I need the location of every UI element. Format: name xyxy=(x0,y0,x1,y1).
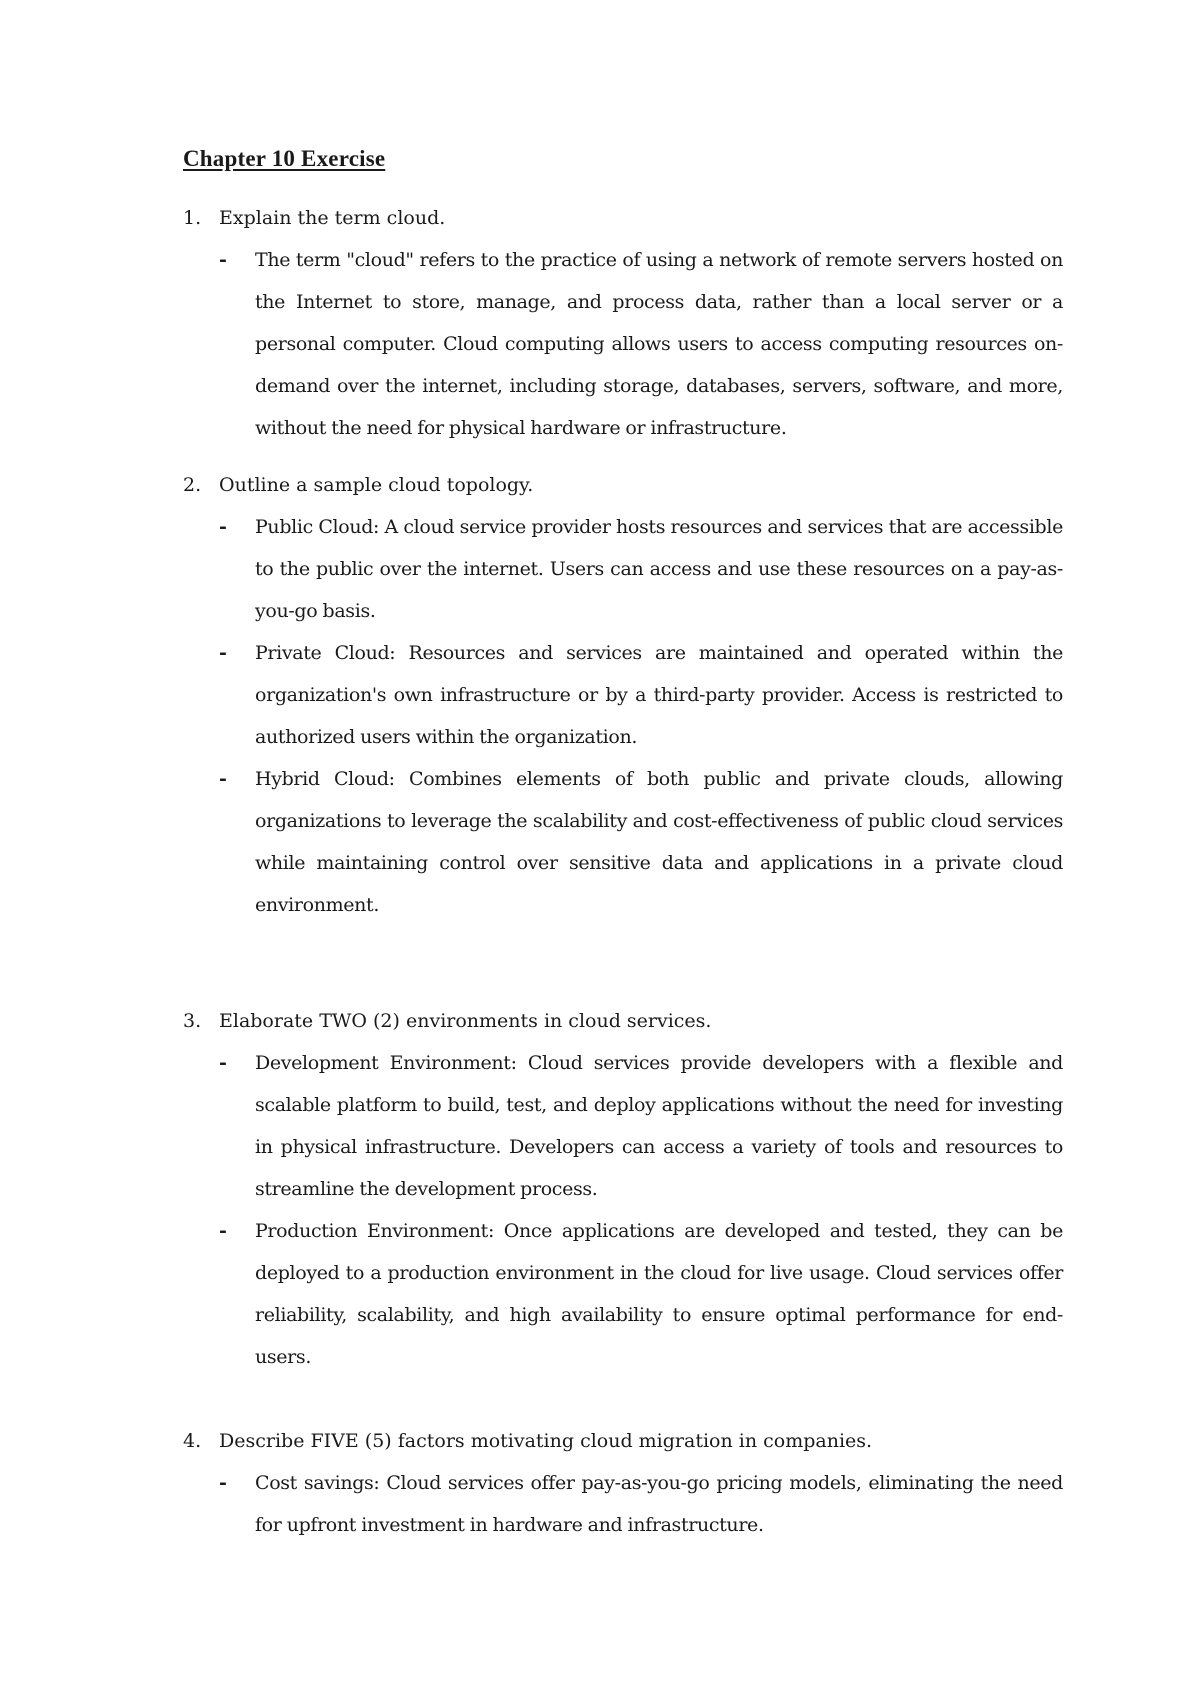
answer-text: Hybrid Cloud: Combines elements of both public and private clouds, allowing organizations to leverage the scalability and cost-effectiveness of public cloud services while maintaining control over sensitive data and applications in a private cloud environment. xyxy=(255,768,1063,916)
answer-text: Production Environment: Once applications are developed and tested, they can be deployed to a production environment in the cloud for live usage. Cloud services offer reliability, scalability, and high availability to ensure optimal performance for end-users. xyxy=(255,1220,1063,1368)
document-title: Chapter 10 Exercise xyxy=(183,146,386,171)
question-text: Elaborate TWO (2) environments in cloud services. xyxy=(219,1010,712,1032)
dash-bullet-icon: - xyxy=(219,768,227,790)
question-4 xyxy=(183,1420,1063,1546)
answer-text: The term "cloud" refers to the practice of using a network of remote servers hosted on the Internet to store, manage, and process data, rather than a local server or a personal computer. Cloud computing allows users to access computing resources on-demand over the internet, including storage, databases, servers, software, and more, without the need for physical hardware or infrastructure. xyxy=(255,249,1063,439)
dash-bullet-icon: - xyxy=(219,642,227,664)
question-heading xyxy=(183,197,1063,239)
answer-item xyxy=(183,1042,1063,1210)
answer-item xyxy=(183,758,1063,926)
question-heading xyxy=(183,464,1063,506)
answer-item xyxy=(183,239,1063,449)
answer-item xyxy=(183,506,1063,632)
answer-item xyxy=(183,1462,1063,1546)
dash-bullet-icon: - xyxy=(219,1472,227,1494)
answer-text: Development Environment: Cloud services provide developers with a flexible and scalable platform to build, test, and deploy applications without the need for investing in physical infrastructure. Developers can access a variety of tools and resources to streamline the development process. xyxy=(255,1052,1063,1200)
answer-item xyxy=(183,632,1063,758)
dash-bullet-icon: - xyxy=(219,1052,227,1074)
question-number: 2. xyxy=(183,474,202,496)
dash-bullet-icon: - xyxy=(219,516,227,538)
question-text: Explain the term cloud. xyxy=(219,207,446,229)
question-number: 1. xyxy=(183,207,202,229)
question-heading xyxy=(183,1420,1063,1462)
answer-text: Cost savings: Cloud services offer pay-as-you-go pricing models, eliminating the need for upfront investment in hardware and infrastructure. xyxy=(255,1472,1063,1536)
question-text: Describe FIVE (5) factors motivating cloud migration in companies. xyxy=(219,1430,873,1452)
question-2 xyxy=(183,464,1063,926)
question-number: 3. xyxy=(183,1010,202,1032)
answer-text: Public Cloud: A cloud service provider hosts resources and services that are accessible to the public over the internet. Users can access and use these resources on a pay-as-you-go basis. xyxy=(255,516,1063,622)
question-number: 4. xyxy=(183,1430,202,1452)
dash-bullet-icon: - xyxy=(219,249,227,271)
question-1 xyxy=(183,197,1063,449)
question-text: Outline a sample cloud topology. xyxy=(219,474,534,496)
question-heading xyxy=(183,1000,1063,1042)
question-3 xyxy=(183,1000,1063,1378)
answer-item xyxy=(183,1210,1063,1378)
answer-text: Private Cloud: Resources and services are maintained and operated within the organization's own infrastructure or by a third-party provider. Access is restricted to authorized users within the organization. xyxy=(255,642,1063,748)
dash-bullet-icon: - xyxy=(219,1220,227,1242)
